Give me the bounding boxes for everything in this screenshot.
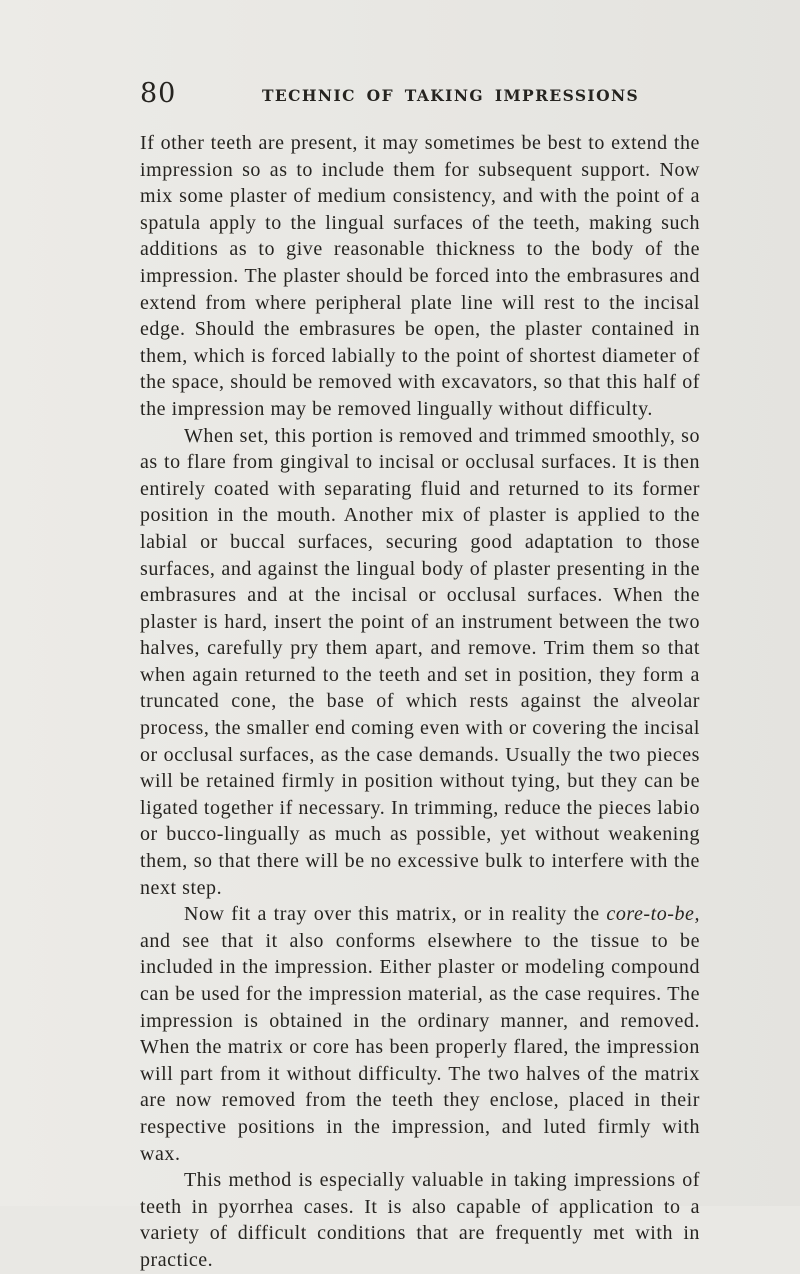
page-number: 80: [140, 78, 177, 109]
paragraph-1: If other teeth are present, it may sometimes be best to extend the impression so as to include them for subsequent support. Now mix some plaster of medium consistency, and with the point of a spatula apply to the lingual surfaces of the teeth, making such additions as to give reasonable thickness to the body of the impression. The plaster should be forced into the embrasures and extend from where peripheral plate line will rest to the incisal edge. Should the embrasures be open, the plaster contained in them, which is forced labially to the point of shortest diameter of the space, should be removed with excavators, so that this half of the impression may be removed lingually without difficulty.: [140, 132, 700, 420]
paragraph-4: This method is especially valuable in taking impressions of teeth in pyorrhea cases. It is also capable of application to a variety of difficult conditions that are frequently met with in practice.: [140, 1169, 700, 1271]
paragraph-3-emphasis: core-to-be,: [606, 903, 700, 926]
paragraph-3-text-after: and see that it also conforms elsewhere to the tissue to be included in the impression. Either plaster or modeling compound can be used for the impression material, as the case requires. The impression is obtained in the ordinary manner, and removed. When the matrix or core has been properly flared, the impression will part from it without difficulty. The two halves of the matrix are now removed from the teeth they enclose, placed in their respective positions in the impression, and luted firmly with wax.: [140, 929, 700, 1165]
paragraph-3: [140, 901, 700, 1167]
paragraph-2: When set, this portion is removed and trimmed smoothly, so as to flare from gingival to incisal or occlusal surfaces. It is then entirely coated with separating fluid and returned to its former position in the mouth. Another mix of plaster is applied to the labial or buccal surfaces, securing good adaptation to those surfaces, and against the lingual body of plaster presenting in the embrasures and at the incisal or occlusal surfaces. When the plaster is hard, insert the point of an instrument between the two halves, carefully pry them apart, and remove. Trim them so that when again returned to the teeth and set in position, they form a truncated cone, the base of which rests against the alveolar process, the smaller end coming even with or covering the incisal or occlusal surfaces, as the case demands. Usually the two pieces will be retained firmly in position without tying, but they can be ligated together if necessary. In trimming, reduce the pieces labio or bucco-lingually as much as possible, yet without weakening them, so that there will be no excessive bulk to interfere with the next step.: [140, 424, 700, 899]
page-header: [140, 78, 700, 112]
paragraph-3-text-before: Now fit a tray over this matrix, or in reality the: [184, 903, 607, 926]
running-title: TECHNIC OF TAKING IMPRESSIONS: [262, 86, 640, 105]
body-text: [140, 130, 700, 1274]
